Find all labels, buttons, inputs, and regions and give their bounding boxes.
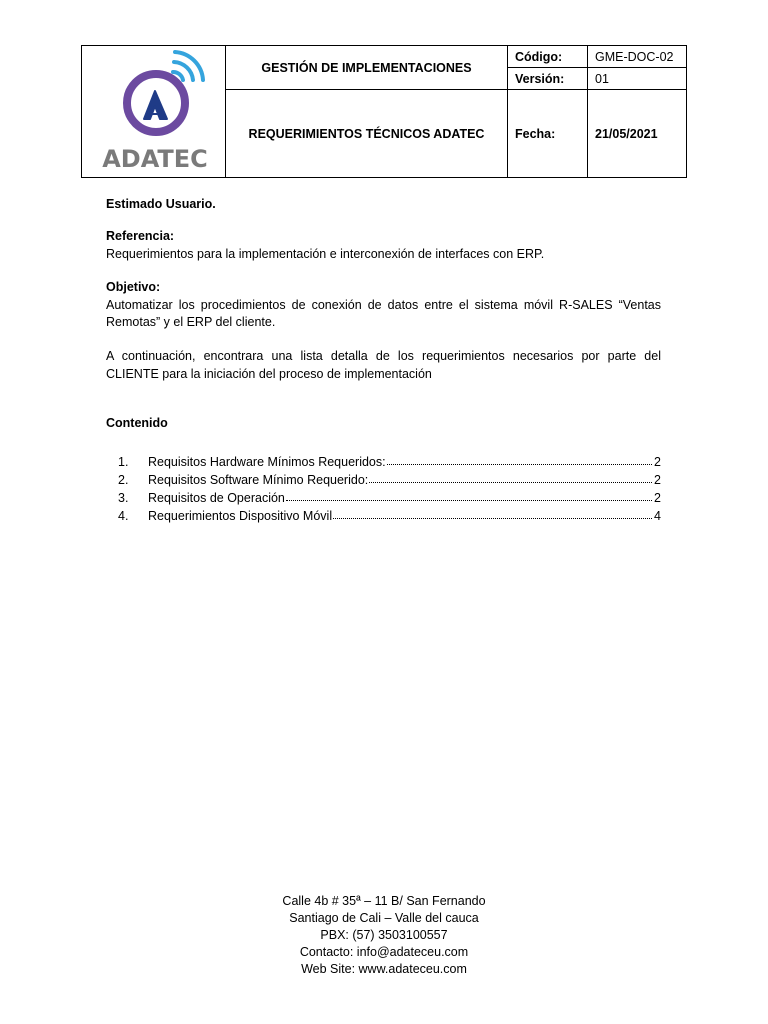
page-footer <box>0 893 768 978</box>
logo-cell <box>82 46 226 178</box>
reference-section <box>106 228 661 263</box>
greeting-text: Estimado Usuario. <box>106 197 216 211</box>
toc-entry[interactable] <box>106 505 661 523</box>
toc-number: 1. <box>118 455 129 469</box>
toc-number: 3. <box>118 491 129 505</box>
contents-heading: Contenido <box>106 416 168 430</box>
contents-section <box>106 415 661 433</box>
footer-website: Web Site: www.adateceu.com <box>301 962 467 976</box>
objective-heading: Objetivo: <box>106 280 161 294</box>
process-title: GESTIÓN DE IMPLEMENTACIONES <box>226 46 508 90</box>
toc-title: Requerimientos Dispositivo Móvil <box>148 509 333 523</box>
version-label: Versión: <box>508 68 588 90</box>
reference-heading: Referencia: <box>106 229 175 243</box>
toc-leader <box>286 500 652 501</box>
greeting <box>106 196 661 214</box>
reference-text: Requerimientos para la implementación e interconexión de interfaces con ERP. <box>106 246 545 261</box>
footer-contact: Contacto: info@adateceu.com <box>299 945 469 959</box>
logo-text: ADATEC <box>101 144 208 173</box>
toc-leader <box>387 464 652 465</box>
document-title: REQUERIMIENTOS TÉCNICOS ADATEC <box>226 90 508 178</box>
date-label: Fecha: <box>508 90 588 178</box>
document-header <box>81 45 687 178</box>
toc-page: 2 <box>654 473 661 487</box>
code-label: Código: <box>508 46 588 68</box>
toc-leader <box>369 482 652 483</box>
intro-text: A continuación, encontrara una lista detalla de los requerimientos necesarios por parte del CLIENTE para la iniciación del proceso de implementación <box>106 349 661 381</box>
footer-city: Santiago de Cali – Valle del cauca <box>289 911 479 925</box>
intro-paragraph <box>106 348 661 383</box>
toc-page: 2 <box>654 455 661 469</box>
footer-address: Calle 4b # 35ª – 11 B/ San Fernando <box>282 894 486 908</box>
toc-number: 4. <box>118 509 129 523</box>
objective-section <box>106 279 661 332</box>
toc-entry[interactable] <box>106 451 661 469</box>
adatec-logo <box>89 48 219 173</box>
objective-text: Automatizar los procedimientos de conexión de datos entre el sistema móvil R-SALES “Ventas Remotas” y el ERP del cliente. <box>106 297 661 329</box>
toc-page: 2 <box>654 491 661 505</box>
version-value: 01 <box>588 68 687 90</box>
footer-phone: PBX: (57) 3503100557 <box>320 928 448 942</box>
toc-title: Requisitos de Operación <box>148 491 285 505</box>
toc-page: 4 <box>654 509 661 523</box>
toc-entry[interactable] <box>106 469 661 487</box>
toc-number: 2. <box>118 473 129 487</box>
date-value: 21/05/2021 <box>588 90 687 178</box>
toc-leader <box>333 518 652 519</box>
code-value: GME-DOC-02 <box>588 46 687 68</box>
table-of-contents <box>106 451 661 523</box>
toc-entry[interactable] <box>106 487 661 505</box>
logo-a-icon <box>144 91 167 119</box>
toc-title: Requisitos Software Mínimo Requerido: <box>148 473 369 487</box>
signal-icon <box>173 52 203 80</box>
toc-title: Requisitos Hardware Mínimos Requeridos: <box>148 455 386 469</box>
